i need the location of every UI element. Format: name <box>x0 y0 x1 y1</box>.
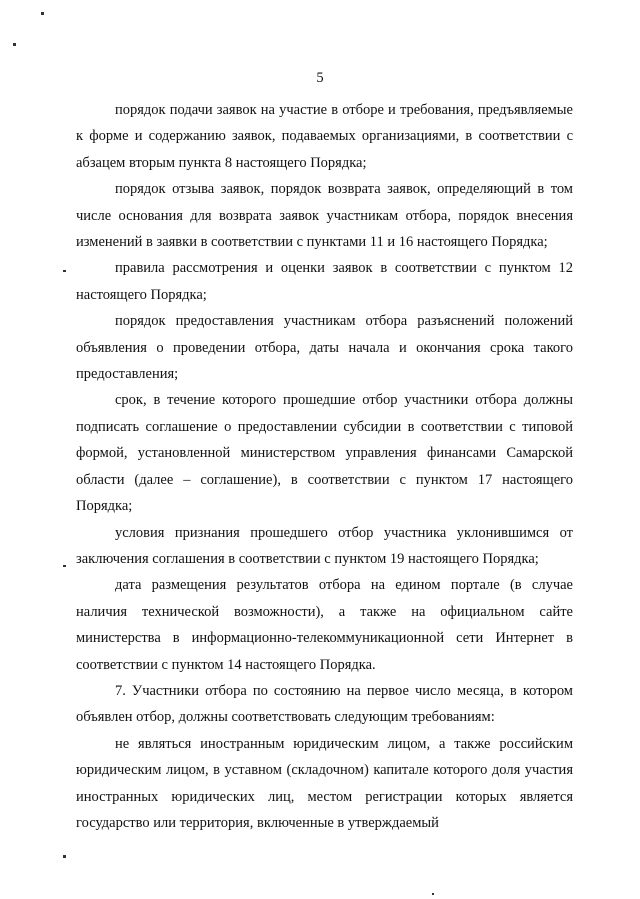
paragraph-clarifications: порядок предоставления участникам отбора разъяснений положений объявления о проведении отбора, даты начала и окончания срока такого предоставления; <box>76 313 573 383</box>
paragraph-withdrawal-procedure: порядок отзыва заявок, порядок возврата заявок, определяющий в том числе основания для возврата заявок участникам отбора, порядок внесения изменений в заявки в соответствии с пунктами 11 и 16 настоящего Порядка; <box>76 181 573 251</box>
paragraph-review-rules: правила рассмотрения и оценки заявок в соответствии с пунктом 12 настоящего Порядка; <box>76 260 573 303</box>
paragraph-evasion-conditions: условия признания прошедшего отбор участника уклонившимся от заключения соглашения в соответствии с пунктом 19 настоящего Порядка; <box>76 524 573 567</box>
paragraph-clause-7: 7. Участники отбора по состоянию на первое число месяца, в котором объявлен отбор, должны соответствовать следующим требованиям: <box>76 682 573 726</box>
paragraph-submission-procedure: порядок подачи заявок на участие в отборе и требования, предъявляемые к форме и содержанию заявок, подаваемых организациями, в соответствии с абзацем вторым пункта 8 настоящего Порядка; <box>76 102 573 171</box>
scan-artifact-mark <box>63 565 66 567</box>
paragraph-results-publication: дата размещения результатов отбора на едином портале (в случае наличия технической возможности), а также на официальном сайте министерства в информационно-телекоммуникационной сети Интернет в соответствии с пунктом 14 настоящего Порядка. <box>76 577 573 673</box>
scan-artifact-mark <box>41 12 44 15</box>
scan-artifact-mark <box>13 43 16 46</box>
scan-artifact-mark <box>432 893 434 895</box>
page-number: 5 <box>316 70 324 86</box>
scan-artifact-mark <box>63 270 66 272</box>
paragraph-foreign-entity-requirement: не являться иностранным юридическим лицом, а также российским юридическим лицом, в уставном (складочном) капитале которого доля участия иностранных юридических лиц, местом регистрации которых является государство или территория, включенные в утверждаемый <box>76 735 573 831</box>
document-body <box>76 97 573 836</box>
scan-artifact-mark <box>63 855 66 858</box>
paragraph-agreement-deadline: срок, в течение которого прошедшие отбор участники отбора должны подписать соглашение о предоставлении субсидии в соответствии с типовой формой, установленной министерством управления финансами Самарской области (далее – соглашение), в соответствии с пунктом 17 настоящего Порядка; <box>76 392 573 515</box>
